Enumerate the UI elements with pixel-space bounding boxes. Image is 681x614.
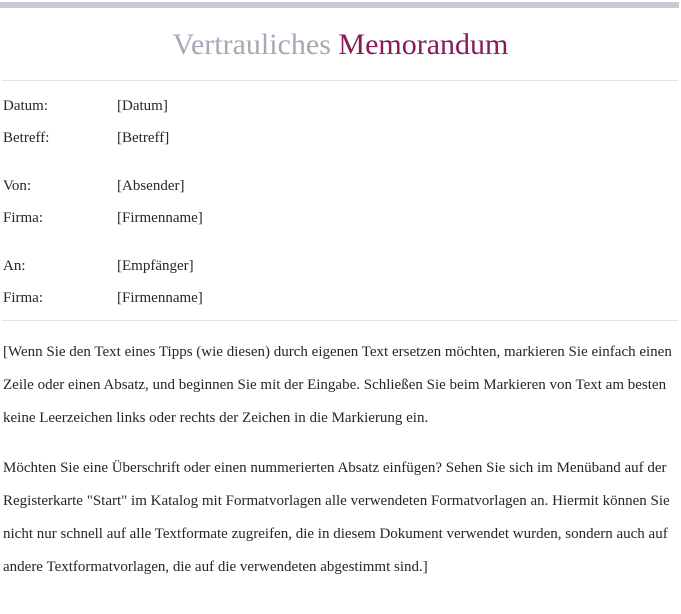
- date-label: Datum:: [3, 98, 48, 114]
- body-paragraph-1[interactable]: [Wenn Sie den Text eines Tipps (wie diesen) durch eigenen Text ersetzen möchten, markieren Sie einfach einen Zeile oder einen Absatz, und beginnen Sie mit der Eingabe. Schließen Sie beim Markieren von Text am besten keine Leerzeichen links oder rechts der Zeichen in die Markierung ein.: [3, 344, 672, 426]
- header-divider: [2, 80, 678, 81]
- subject-label: Betreff:: [3, 130, 50, 146]
- body-divider: [2, 320, 678, 321]
- recipient-company-label: Firma:: [3, 290, 43, 306]
- memo-title[interactable]: [0, 27, 681, 63]
- to-value[interactable]: [Empfänger]: [117, 258, 194, 274]
- from-label: Von:: [3, 178, 32, 194]
- subject-value[interactable]: [Betreff]: [117, 130, 170, 146]
- memo-title-part1[interactable]: Vertrauliches: [172, 28, 331, 61]
- date-value[interactable]: [Datum]: [117, 98, 168, 114]
- sender-company-label: Firma:: [3, 210, 43, 226]
- recipient-company-value[interactable]: [Firmenname]: [117, 290, 203, 306]
- from-value[interactable]: [Absender]: [117, 178, 185, 194]
- memo-title-part2[interactable]: Memorandum: [338, 28, 509, 61]
- to-label: An:: [3, 258, 26, 274]
- sender-company-value[interactable]: [Firmenname]: [117, 210, 203, 226]
- body-paragraph-2[interactable]: Möchten Sie eine Überschrift oder einen nummerierten Absatz einfügen? Sehen Sie sich im Menüband auf der Registerkarte "Start" im Katalog mit Formatvorlagen alle verwendeten Formatvorlagen an. Hiermit können Sie nicht nur schnell auf alle Textformate zugreifen, die in diesem Dokument verwendet wurden, sondern auch auf andere Textformatvorlagen, die auf die verwendeten abgestimmt sind.]: [3, 460, 670, 575]
- top-accent-bar: [0, 2, 679, 8]
